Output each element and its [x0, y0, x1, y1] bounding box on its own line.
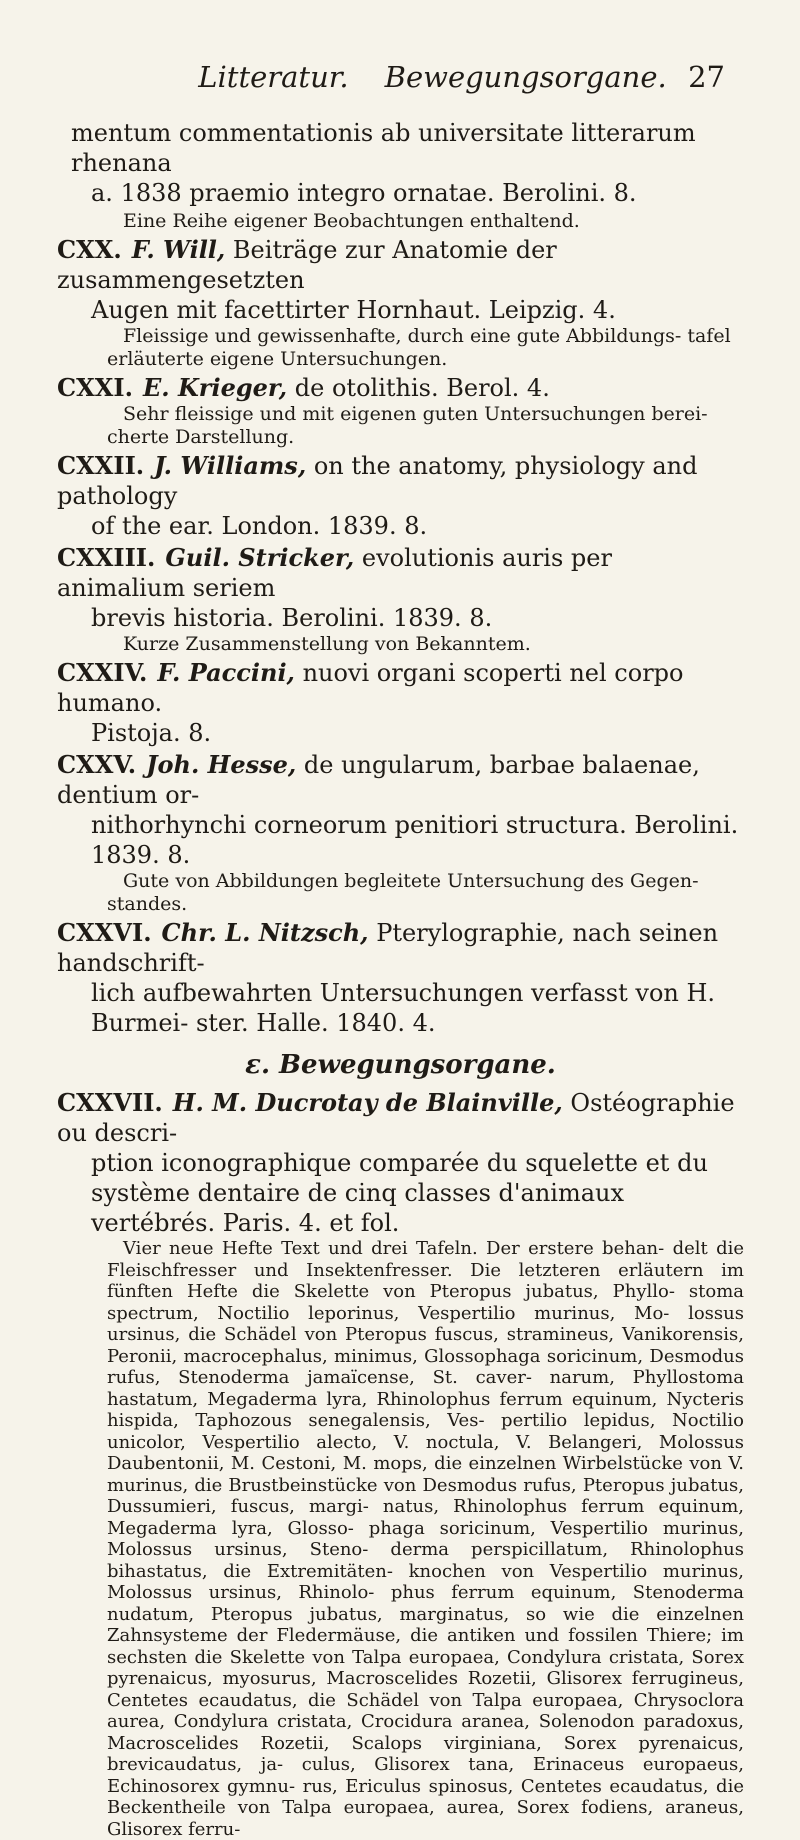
entry-author: F. Paccini, — [157, 658, 295, 687]
entry-title-cont: ption iconographique comparée du squelette et du système dentaire de cinq classes d'animaux vertébrés. Paris. 4. et fol. — [91, 1149, 708, 1237]
running-header — [140, 60, 725, 94]
entry-title-cont: lich aufbewahrten Untersuchungen verfasst von H. Burmei- ster. Halle. 1840. 4. — [91, 979, 716, 1037]
entry-cxxiii — [57, 543, 744, 656]
entry-note: Kurze Zusammenstellung von Bekanntem. — [123, 633, 531, 655]
entry-author: J. Williams, — [154, 451, 307, 480]
header-right: Bewegungsorgane. — [384, 60, 667, 94]
entry-cxx — [57, 235, 744, 371]
entry-number: CXXV. — [57, 750, 137, 779]
entry-note: Gute von Abbildungen begleitete Untersuchung des Gegen- standes. — [107, 870, 699, 915]
entry-author: F. Will, — [131, 235, 226, 264]
entry-cxxi — [57, 373, 744, 449]
content — [57, 118, 744, 1840]
entry-title: de ungularum, barbae balaenae, dentium or- — [57, 751, 700, 809]
entry-note: Sehr fleissige und mit eigenen guten Untersuchungen berei- cherte Darstellung. — [107, 403, 708, 448]
entry-title-cont: Augen mit facettirter Hornhaut. Leipzig. 4. — [91, 296, 616, 324]
entry-title: on the anatomy, physiology and pathology — [57, 452, 698, 510]
entry-title: Pterylographie, nach seinen handschrift- — [57, 919, 719, 977]
entry-title: de otolithis. Berol. 4. — [294, 374, 550, 402]
entry-number: CXXVI. — [57, 918, 152, 947]
entry-number: CXXIII. — [57, 543, 156, 572]
entry-title-cont: nithorhynchi corneorum penitiori structura. Berolini. 1839. 8. — [91, 811, 739, 869]
entry-note: Fleissige und gewissenhafte, durch eine gute Abbildungs- tafel erläuterte eigene Untersuchungen. — [107, 325, 731, 370]
entry-title: nuovi organi scoperti nel corpo humano. — [57, 659, 684, 717]
entry-title: evolutionis auris per animalium seriem — [57, 544, 612, 602]
entry-cxxii — [57, 451, 744, 541]
entry-author: Guil. Stricker, — [165, 543, 355, 572]
entry-title: Ostéographie ou descri- — [57, 1089, 735, 1147]
entry-cxxvi — [57, 918, 744, 1038]
intro-line-2: a. 1838 praemio integro ornatae. Berolini. 8. — [91, 179, 637, 207]
entry-number: CXXII. — [57, 451, 145, 480]
entry-cxxvii — [57, 1088, 744, 1840]
entry-author: E. Krieger, — [142, 373, 288, 402]
entry-title-cont: brevis historia. Berolini. 1839. 8. — [91, 604, 493, 632]
entry-title-cont: of the ear. London. 1839. 8. — [91, 512, 428, 540]
entry-number: CXXIV. — [57, 658, 148, 687]
entry-author: Chr. L. Nitzsch, — [161, 918, 369, 947]
entry-number: CXXI. — [57, 373, 133, 402]
entry-number: CXX. — [57, 235, 122, 264]
entry-title-cont: Pistoja. 8. — [91, 719, 212, 747]
entry-author: Joh. Hesse, — [146, 750, 297, 779]
header-left: Litteratur. — [198, 60, 349, 94]
intro-note: Eine Reihe eigener Beobachtungen enthaltend. — [123, 210, 580, 232]
entry-note: Vier neue Hefte Text und drei Tafeln. Der erstere behan- delt die Fleischfresser und Insektenfresser. Die letzteren erläutern im fünften Hefte die Skelette von Pteropus jubatus, Phyllo- stoma spectrum, Noctilio leporinus, Vespertilio murinus, Mo- lossus ursinus, die Schädel von Pteropus fuscus, stramineus, Vanikorensis, Peronii, macrocephalus, minimus, Glossophaga soricinum, Desmodus rufus, Stenoderma jamaïcense, St. caver- narum, Phyllostoma hastatum, Megaderma lyra, Rhinolophus ferrum equinum, Nycteris hispida, Taphozous senegalensis, Ves- pertilio lepidus, Noctilio unicolor, Vespertilio alecto, V. noctula, V. Belangeri, Molossus Daubentonii, M. Cestoni, M. mops, die einzelnen Wirbelstücke von V. murinus, die Brustbeinstücke von Desmodus rufus, Pteropus jubatus, Dussumieri, fuscus, margi- natus, Rhinolophus ferrum equinum, Megaderma lyra, Glosso- phaga soricinum, Vespertilio murinus, Molossus ursinus, Steno- derma perspicillatum, Rhinolophus bihastatus, die Extremitäten- knochen von Vespertilio murinus, Molossus ursinus, Rhinolo- phus ferrum equinum, Stenoderma nudatum, Pteropus jubatus, marginatus, so wie die einzelnen Zahnsysteme der Fledermäuse, die antiken und fossilen Thiere; im sechsten die Skelette von Talpa europaea, Condylura cristata, Sorex pyrenaicus, myosurus, Macroscelides Rozetii, Glisorex ferrugineus, Centetes ecaudatus, die Schädel von Talpa europaea, Chrysoclora aurea, Condylura cristata, Crocidura aranea, Solenodon paradoxus, Macroscelides Rozetii, Scalops virginiana, Sorex pyrenaicus, brevicaudatus, ja- culus, Glisorex tana, Erinaceus europaeus, Echinosorex gymnu- rus, Ericulus spinosus, Centetes ecaudatus, die Beckentheile von Talpa europaea, aurea, Sorex fodiens, araneus, Glisorex ferru- — [107, 1238, 744, 1840]
entry-number: CXXVII. — [57, 1088, 163, 1117]
entry-title: Beiträge zur Anatomie der zusammengesetzten — [57, 236, 557, 294]
entry-author: H. M. Ducrotay de Blainville, — [172, 1088, 563, 1117]
page-number: 27 — [688, 60, 725, 94]
intro-line-1: mentum commentationis ab universitate litterarum rhenana — [71, 119, 696, 177]
section-title: ε. Bewegungsorgane. — [245, 1050, 556, 1080]
entry-cxxiv — [57, 658, 744, 748]
entry-cxxv — [57, 750, 744, 916]
